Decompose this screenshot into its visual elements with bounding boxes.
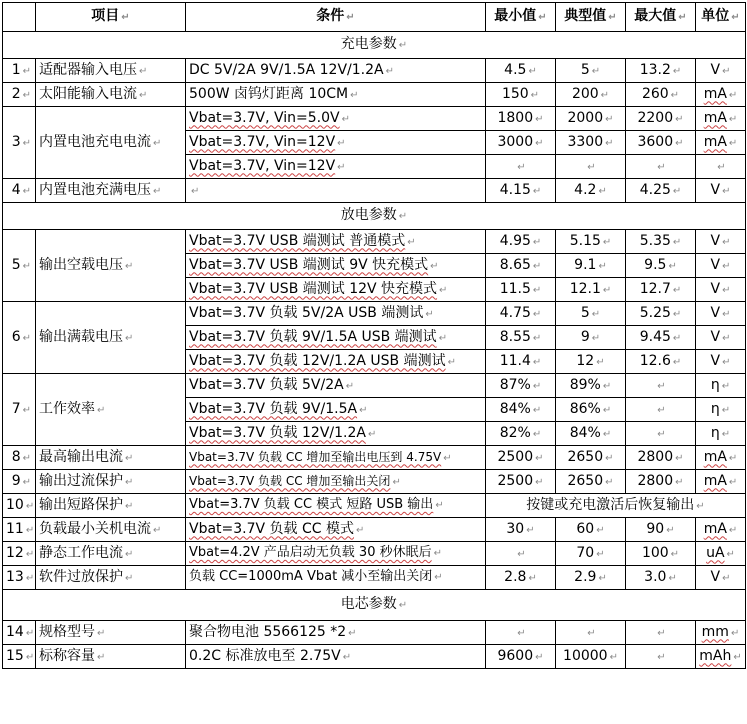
row-unit: uA ↵ [696,542,746,566]
row-index: 11 ↵ [3,518,36,542]
row-condition: Vbat=3.7V 负载 12V/1.2A USB 端测试 ↵ [186,350,486,374]
row-max: 9.5 ↵ [626,254,696,278]
row-unit: ↵ [696,155,746,179]
section-cell: 电芯参数 ↵ [3,590,746,621]
row-index: 2 ↵ [3,83,36,107]
row-unit: mA ↵ [696,470,746,494]
row-max: 5.35 ↵ [626,230,696,254]
table-row [3,446,746,470]
row-typ: 2.9 ↵ [556,566,626,590]
row-max: 3600 ↵ [626,131,696,155]
row-max: 12.7 ↵ [626,278,696,302]
row-max: 5.25 ↵ [626,302,696,326]
row-typ: 10000 ↵ [556,645,626,669]
section-discharge: 放电参数 ↵ [3,203,746,230]
row-typ: 3300 ↵ [556,131,626,155]
row-item: 负载最小关机电流 ↵ [36,518,186,542]
row-max: 9.45 ↵ [626,326,696,350]
row-max: 100 ↵ [626,542,696,566]
row-condition: 0.2C 标准放电至 2.75V ↵ [186,645,486,669]
row-condition: Vbat=3.7V 负载 CC 增加至输出关闭 ↵ [186,470,486,494]
row-unit: V ↵ [696,254,746,278]
header-min: 最小值 ↵ [486,3,556,32]
row-item: 工作效率 ↵ [36,374,186,446]
row-min: ↵ [486,542,556,566]
header-index [3,3,36,32]
header-row [3,3,746,32]
row-unit: mA ↵ [696,83,746,107]
row-condition: ↵ [186,179,486,203]
row-item: 静态工作电流 ↵ [36,542,186,566]
table-row [3,83,746,107]
row-unit: V ↵ [696,230,746,254]
row-condition: Vbat=3.7V 负载 5V/2A USB 端测试 ↵ [186,302,486,326]
row-condition: 500W 卤钨灯距离 10CM ↵ [186,83,486,107]
row-unit: mAh ↵ [696,645,746,669]
row-typ: 84% ↵ [556,422,626,446]
table-row [3,470,746,494]
row-typ: 2650 ↵ [556,446,626,470]
row-item: 输出空载电压 ↵ [36,230,186,302]
table-row [3,179,746,203]
row-unit: mA ↵ [696,446,746,470]
row-unit: V ↵ [696,278,746,302]
row-min: 4.15 ↵ [486,179,556,203]
section-row [3,203,746,230]
table-row [3,518,746,542]
row-max: 2800 ↵ [626,470,696,494]
row-item: 输出过流保护 ↵ [36,470,186,494]
row-item: 标称容量 ↵ [36,645,186,669]
row-typ: 12 ↵ [556,350,626,374]
row-condition: Vbat=3.7V, Vin=12V ↵ [186,155,486,179]
row-max: ↵ [626,398,696,422]
row-max: 260 ↵ [626,83,696,107]
row-item: 内置电池充满电压 ↵ [36,179,186,203]
row-typ: 70 ↵ [556,542,626,566]
header-condition: 条件 ↵ [186,3,486,32]
header-item: 项目 ↵ [36,3,186,32]
row-unit: η ↵ [696,422,746,446]
row-typ: 5 ↵ [556,59,626,83]
row-condition: Vbat=3.7V 负载 12V/1.2A ↵ [186,422,486,446]
row-condition: Vbat=4.2V 产品启动无负载 30 秒休眠后 ↵ [186,542,486,566]
row-index: 8 ↵ [3,446,36,470]
row-index: 1 ↵ [3,59,36,83]
row-min: 4.5 ↵ [486,59,556,83]
row-item: 最高输出电流 ↵ [36,446,186,470]
table-row [3,621,746,645]
row-condition: Vbat=3.7V USB 端测试 12V 快充模式 ↵ [186,278,486,302]
row-condition: DC 5V/2A 9V/1.5A 12V/1.2A ↵ [186,59,486,83]
row-index: 14 ↵ [3,621,36,645]
header-unit: 单位 ↵ [696,3,746,32]
row-typ: 5.15 ↵ [556,230,626,254]
row-condition: Vbat=3.7V 负载 CC 模式 短路 USB 输出 ↵ [186,494,486,518]
row-max: 2200 ↵ [626,107,696,131]
row-unit: V ↵ [696,179,746,203]
table-row [3,494,746,518]
row-condition: Vbat=3.7V 负载 5V/2A ↵ [186,374,486,398]
row-typ: 89% ↵ [556,374,626,398]
row-max: 4.25 ↵ [626,179,696,203]
row-condition: Vbat=3.7V 负载 CC 模式 ↵ [186,518,486,542]
row-index: 7 ↵ [3,374,36,446]
row-max: 13.2 ↵ [626,59,696,83]
row-max: ↵ [626,422,696,446]
row-unit: V ↵ [696,326,746,350]
row-index: 5 ↵ [3,230,36,302]
table-row [3,566,746,590]
row-condition: Vbat=3.7V, Vin=5.0V ↵ [186,107,486,131]
row-min: 1800 ↵ [486,107,556,131]
row-typ: 12.1 ↵ [556,278,626,302]
table-row [3,302,746,326]
row-min: 9600 ↵ [486,645,556,669]
row-condition: Vbat=3.7V 负载 9V/1.5A USB 端测试 ↵ [186,326,486,350]
row-min: 2500 ↵ [486,470,556,494]
row-typ: 200 ↵ [556,83,626,107]
table-row [3,107,746,131]
row-typ: 9 ↵ [556,326,626,350]
row-unit: mA ↵ [696,107,746,131]
table-row [3,374,746,398]
row-min: 87% ↵ [486,374,556,398]
row-condition: 聚合物电池 5566125 *2 ↵ [186,621,486,645]
row-item: 太阳能输入电流 ↵ [36,83,186,107]
row-min: 4.95 ↵ [486,230,556,254]
row-condition: 负载 CC=1000mA Vbat 减小至输出关闭 ↵ [186,566,486,590]
header-typ: 典型值 ↵ [556,3,626,32]
row-max: 2800 ↵ [626,446,696,470]
row-min: 8.65 ↵ [486,254,556,278]
row-item: 规格型号 ↵ [36,621,186,645]
row-unit: V ↵ [696,59,746,83]
row-typ: 9.1 ↵ [556,254,626,278]
header-max: 最大值 ↵ [626,3,696,32]
row-note: 按键或充电激活后恢复输出 ↵ [486,494,746,518]
row-max: ↵ [626,621,696,645]
row-min: ↵ [486,621,556,645]
table-row [3,645,746,669]
row-max: 90 ↵ [626,518,696,542]
row-min: 150 ↵ [486,83,556,107]
row-min: 3000 ↵ [486,131,556,155]
row-typ: ↵ [556,621,626,645]
table-row [3,230,746,254]
table-row [3,542,746,566]
row-condition: Vbat=3.7V, Vin=12V ↵ [186,131,486,155]
row-index: 3 ↵ [3,107,36,179]
row-index: 13 ↵ [3,566,36,590]
row-max: ↵ [626,645,696,669]
row-min: 8.55 ↵ [486,326,556,350]
row-max: ↵ [626,374,696,398]
row-min: 11.5 ↵ [486,278,556,302]
row-condition: Vbat=3.7V USB 端测试 9V 快充模式 ↵ [186,254,486,278]
section-row [3,32,746,59]
row-unit: mA ↵ [696,131,746,155]
row-index: 9 ↵ [3,470,36,494]
row-index: 10 ↵ [3,494,36,518]
row-max: 12.6 ↵ [626,350,696,374]
row-typ: 4.2 ↵ [556,179,626,203]
row-index: 12 ↵ [3,542,36,566]
row-typ: 60 ↵ [556,518,626,542]
row-unit: V ↵ [696,350,746,374]
row-typ: ↵ [556,155,626,179]
row-unit: V ↵ [696,302,746,326]
row-typ: 5 ↵ [556,302,626,326]
spec-table [2,2,746,669]
row-condition: Vbat=3.7V 负载 9V/1.5A ↵ [186,398,486,422]
row-item: 内置电池充电电流 ↵ [36,107,186,179]
row-unit: η ↵ [696,374,746,398]
row-item: 输出短路保护 ↵ [36,494,186,518]
row-max: 3.0 ↵ [626,566,696,590]
row-min: 2500 ↵ [486,446,556,470]
row-typ: 86% ↵ [556,398,626,422]
row-max: ↵ [626,155,696,179]
row-index: 6 ↵ [3,302,36,374]
row-item: 输出满载电压 ↵ [36,302,186,374]
row-unit: mm ↵ [696,621,746,645]
section-charge: 充电参数 ↵ [3,32,746,59]
section-row [3,590,746,621]
row-min: 4.75 ↵ [486,302,556,326]
row-min: 84% ↵ [486,398,556,422]
row-item: 适配器输入电压 ↵ [36,59,186,83]
row-min: 11.4 ↵ [486,350,556,374]
table-row [3,59,746,83]
row-min: 30 ↵ [486,518,556,542]
row-index: 15 ↵ [3,645,36,669]
row-condition: Vbat=3.7V USB 端测试 普通模式 ↵ [186,230,486,254]
row-index: 4 ↵ [3,179,36,203]
row-min: 82% ↵ [486,422,556,446]
row-typ: 2650 ↵ [556,470,626,494]
row-condition: Vbat=3.7V 负载 CC 增加至输出电压到 4.75V ↵ [186,446,486,470]
row-unit: V ↵ [696,566,746,590]
row-min: 2.8 ↵ [486,566,556,590]
row-unit: mA ↵ [696,518,746,542]
row-typ: 2000 ↵ [556,107,626,131]
row-item: 软件过放保护 ↵ [36,566,186,590]
row-unit: η ↵ [696,398,746,422]
row-min: ↵ [486,155,556,179]
